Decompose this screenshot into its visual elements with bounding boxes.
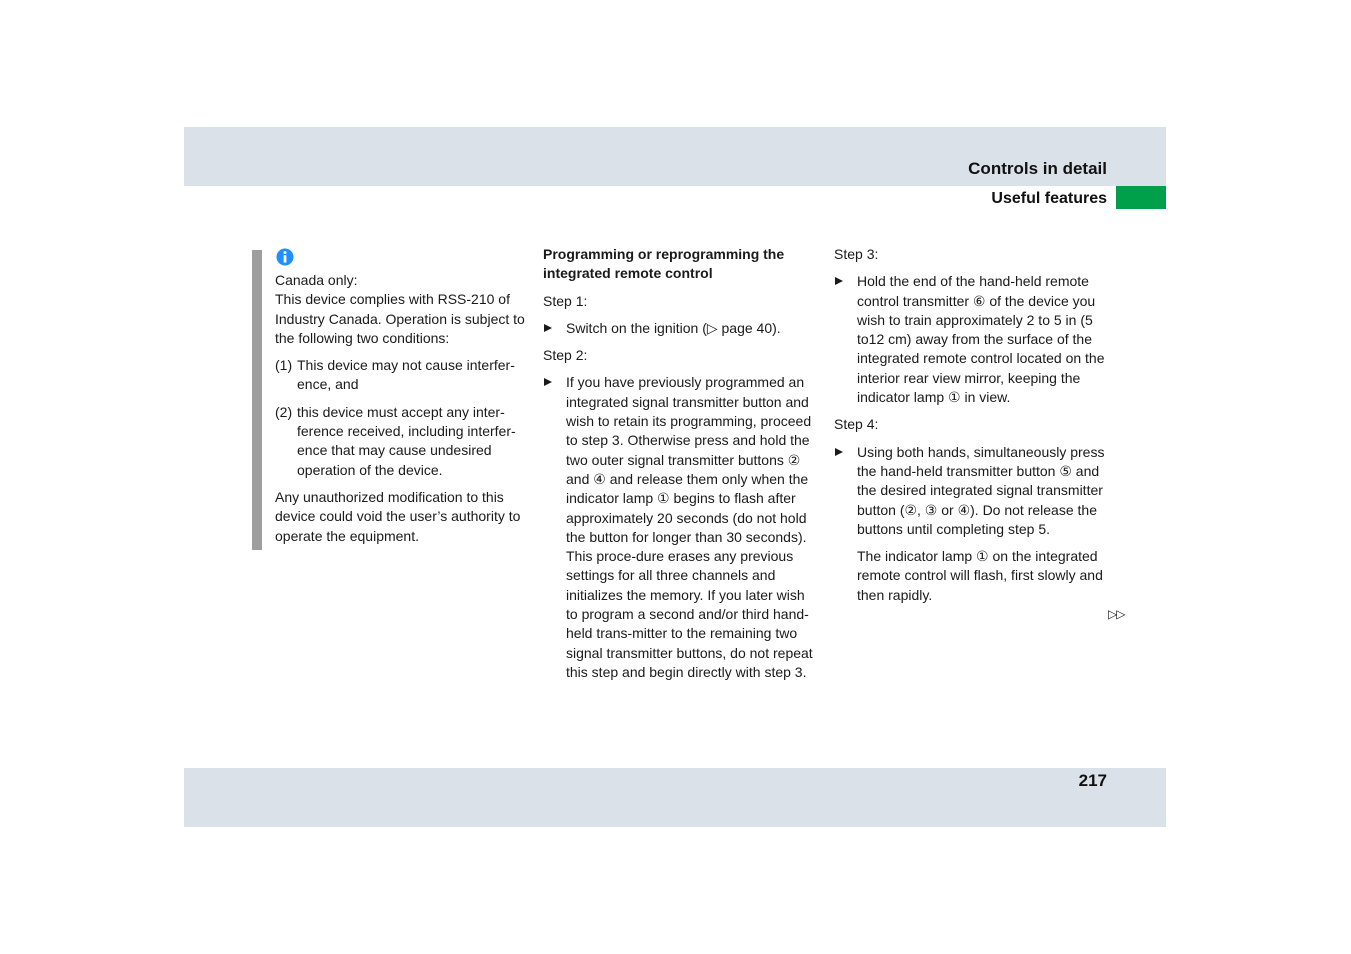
instruction-item <box>543 373 818 682</box>
instruction-text: Switch on the ignition (▷ page 40). <box>566 319 781 336</box>
info-icon <box>276 248 294 266</box>
section-title: Controls in detail <box>968 159 1107 178</box>
condition-number: (2) <box>275 403 293 420</box>
instruction-item <box>543 319 818 338</box>
section-tab-marker <box>1116 186 1166 209</box>
bullet-triangle-icon <box>544 378 552 386</box>
condition-item <box>275 403 527 480</box>
bullet-triangle-icon <box>544 324 552 332</box>
info-box <box>275 271 527 554</box>
condition-number: (1) <box>275 357 293 374</box>
step-label: Step 1: <box>543 292 588 309</box>
instruction-note: The indicator lamp ① on the integrated remote control will flash, first slowly and then rapidly. <box>857 548 1103 603</box>
instructions-column-2 <box>543 245 818 690</box>
condition-text: this device must accept any inter-ference received, including interfer-ence that may cause undesired operation of the device. <box>297 403 516 478</box>
instruction-text: Hold the end of the hand-held remote control transmitter ⑥ of the device you wish to train approximately 2 to 5 in (5 to12 cm) away from the surface of the integrated remote control located on the interior rear view mirror, keeping the indicator lamp ① in view. <box>857 273 1105 406</box>
step-label: Step 3: <box>834 246 879 262</box>
instruction-item <box>834 272 1109 407</box>
condition-text: This device may not cause interfer-ence, and <box>297 357 515 393</box>
page-number: 217 <box>1078 771 1107 790</box>
continued-arrow-icon: ▷▷ <box>1108 607 1125 621</box>
procedure-heading: Programming or reprogramming the integrated remote control <box>543 246 785 282</box>
condition-item <box>275 356 527 395</box>
info-paragraph: Canada only: This device complies with RSS-210 of Industry Canada. Operation is subject to the following two conditions: <box>275 272 525 346</box>
info-box-bar <box>252 250 262 550</box>
instruction-text: If you have previously programmed an integrated signal transmitter button and wish to retain its programming, proceed to step 3. Otherwise press and hold the two outer signal transmitter buttons ② and ④ and release them only when the indicator lamp ① begins to flash after approximately 20 seconds (do not hold the button for longer than 30 seconds). This proce-dure erases any previous settings for all three channels and initializes the memory. If you later wish to program a second and/or third hand-held trans-mitter to the remaining two signal transmitter buttons, do not repeat this step and begin directly with step 3. <box>566 374 813 680</box>
instruction-item <box>834 443 1109 539</box>
instructions-column-3 <box>834 245 1109 613</box>
bullet-triangle-icon <box>835 448 843 456</box>
info-paragraph: Any unauthorized modification to this device could void the user’s authority to operate the equipment. <box>275 488 521 544</box>
bullet-triangle-icon <box>835 277 843 285</box>
subsection-title: Useful features <box>991 190 1107 207</box>
step-label: Step 2: <box>543 347 588 364</box>
step-label: Step 4: <box>834 416 879 433</box>
footer-band <box>184 768 1166 827</box>
instruction-text: Using both hands, simultaneously press the hand-held transmitter button ⑤ and the desired integrated signal transmitter button (②, ③ or ④). Do not release the buttons until completing step 5. <box>857 443 1105 537</box>
